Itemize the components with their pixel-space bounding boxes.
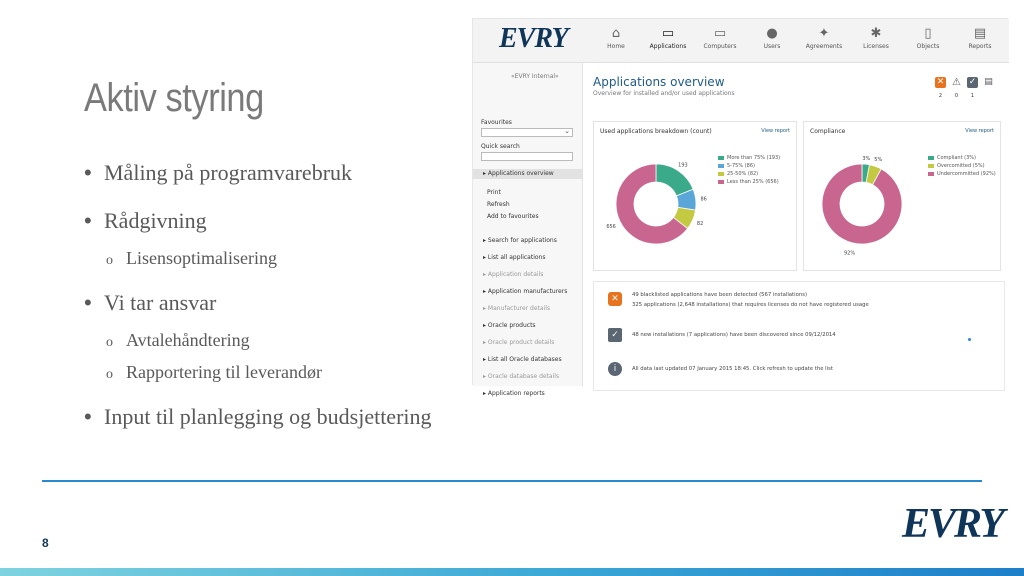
document-icon[interactable]: ▤ (984, 77, 993, 87)
computer-icon: ▭ (713, 26, 727, 41)
slice-label: 5% (874, 156, 883, 163)
notice-text[interactable]: All data last updated 07 January 2015 18:45. Click refresh to update the list (632, 366, 833, 372)
sidebar-link-label: Manufacturer details (487, 305, 551, 312)
print-link[interactable]: Print (487, 189, 501, 196)
usage-donut-chart (594, 122, 798, 272)
nav-item-licenses[interactable] (851, 25, 901, 50)
page-number: 8 (42, 536, 49, 550)
sidebar-link[interactable] (483, 271, 543, 278)
legend-entry (928, 170, 996, 178)
sidebar-link[interactable] (483, 237, 557, 244)
app-sidebar (473, 63, 583, 397)
sidebar-link-label: List all Oracle databases (487, 356, 562, 363)
sub-bullet-text: Lisensoptimalisering (126, 248, 277, 268)
notice-text[interactable]: 49 blacklisted applications have been detected (567 installations) (632, 292, 808, 298)
view-report-link[interactable]: View report (965, 128, 994, 134)
chevron-right-icon: ▸ (483, 254, 488, 261)
slice-label: 656 (606, 224, 616, 231)
favourites-select[interactable] (481, 128, 573, 137)
bullet-item: • Rådgivning (84, 208, 207, 233)
page-title: Applications overview (593, 75, 725, 89)
sub-bullet-text: Rapportering til leverandør (126, 362, 322, 382)
sidebar-section-applications-overview[interactable]: ▸ Applications overview (473, 169, 583, 179)
bottom-gradient-bar (0, 568, 1024, 576)
nav-item-users[interactable] (747, 25, 797, 50)
quick-search-label: Quick search (481, 143, 520, 150)
chart-title: Compliance (810, 128, 846, 135)
compliance-donut-chart (804, 122, 1002, 272)
notice-text[interactable]: 325 applications (2,648 installations) that requires licenses do not have registered usage (632, 302, 869, 308)
view-report-link[interactable]: View report (761, 128, 790, 134)
license-icon: ✱ (870, 26, 882, 41)
sidebar-link-label: Application reports (487, 390, 545, 397)
sidebar-link[interactable] (483, 390, 545, 397)
legend-swatch (718, 180, 724, 184)
shield-alert-icon[interactable]: ✕ (936, 77, 945, 87)
slice-label: 193 (678, 162, 688, 169)
chart-legend (928, 154, 996, 178)
app-screenshot (472, 18, 1008, 397)
app-logo: EVRY (499, 23, 568, 54)
nav-item-agreements[interactable] (799, 25, 849, 50)
nav-item-computers[interactable] (695, 25, 745, 50)
legend-entry (718, 178, 780, 186)
warning-icon[interactable]: ⚠ (952, 77, 961, 88)
chevron-right-icon: ▸ (483, 373, 488, 380)
nav-item-label: Licenses (863, 43, 889, 50)
refresh-link[interactable]: Refresh (487, 201, 510, 208)
bullet-item: • Måling på programvarebruk (84, 160, 353, 185)
nav-item-objects[interactable] (903, 25, 953, 50)
chevron-down-icon: ⌄ (564, 127, 570, 135)
sidebar-link-label: Search for applications (487, 237, 557, 244)
bullet-text: Rådgivning (104, 208, 207, 233)
nav-item-label: Home (607, 43, 625, 50)
add-to-favourites-link[interactable]: Add to favourites (487, 213, 539, 220)
nav-item-label: Users (763, 43, 781, 50)
nav-item-label: Reports (968, 43, 992, 50)
nav-item-label: Objects (916, 43, 940, 50)
user-icon: ● (766, 26, 778, 41)
quick-search-input[interactable] (481, 152, 573, 161)
device-icon: ▯ (924, 26, 932, 41)
nav-item-label: Computers (703, 43, 737, 50)
alert-count: 1 (970, 93, 975, 99)
legend-swatch (718, 156, 724, 160)
sidebar-link-label: Oracle database details (487, 373, 560, 380)
nav-item-applications[interactable] (643, 25, 693, 50)
nav-item-reports[interactable] (955, 25, 1005, 50)
chevron-right-icon: ▸ (483, 390, 488, 397)
sidebar-link[interactable] (483, 322, 536, 329)
legend-label: More than 75% (193) (727, 155, 781, 161)
bullet-item: • Vi tar ansvar (84, 290, 217, 315)
legend-entry (718, 154, 780, 162)
chevron-right-icon: ▸ (483, 356, 488, 363)
sub-bullet-text: Avtalehåndtering (126, 330, 250, 350)
applications-icon: ▭ (661, 26, 675, 41)
usage-chart-panel (593, 121, 797, 271)
app-top-nav (473, 19, 1009, 63)
alert-count: 0 (954, 93, 959, 99)
sub-bullet-item: o Lisensoptimalisering (106, 248, 277, 268)
legend-label: Undercommitted (92%) (937, 171, 996, 177)
notice-text[interactable]: 48 new installations (7 applications) have been discovered since 09/12/2014 (632, 332, 836, 338)
check-icon[interactable]: ✓ (968, 77, 977, 87)
slice-label: 82 (696, 220, 704, 227)
sidebar-link-label: Oracle products (487, 322, 536, 329)
report-icon: ▤ (973, 26, 987, 41)
legend-label: 25-50% (82) (727, 171, 759, 177)
bullet-text: Måling på programvarebruk (104, 160, 353, 185)
legend-entry (718, 170, 780, 178)
evry-logo: EVRY (902, 501, 1003, 547)
sidebar-link[interactable] (483, 305, 550, 312)
slide-title: Aktiv styring (84, 76, 264, 120)
alert-count: 2 (938, 93, 943, 99)
chevron-right-icon: ▸ (483, 237, 488, 244)
chevron-right-icon: ▸ (483, 339, 488, 346)
legend-entry (718, 162, 780, 170)
notice-box (593, 281, 1005, 391)
sidebar-link[interactable] (483, 373, 559, 380)
info-icon: i (608, 362, 622, 376)
legend-swatch (718, 164, 724, 168)
bullet-text: Input til planlegging og budsjettering (104, 404, 432, 429)
donut-slice[interactable] (822, 164, 902, 244)
sidebar-link[interactable] (483, 254, 545, 261)
legend-label: 5-75% (86) (727, 163, 755, 169)
chevron-right-icon: ▸ (483, 322, 488, 329)
sidebar-link-label: List all applications (487, 254, 546, 261)
nav-item-label: Applications (649, 43, 687, 50)
chart-legend (718, 154, 780, 186)
slice-label: 3% (862, 156, 871, 163)
sidebar-link-label: Application manufacturers (487, 288, 568, 295)
legend-swatch (718, 172, 724, 176)
home-icon: ⌂ (611, 26, 621, 41)
chevron-right-icon: ▸ (483, 305, 488, 312)
page-subtitle: Overview for installed and/or used applications (593, 90, 735, 97)
legend-label: Overcomitted (5%) (937, 163, 985, 169)
chevron-right-icon: ▸ (483, 271, 488, 278)
favourites-label: Favourites (481, 119, 512, 126)
sidebar-link[interactable] (483, 356, 562, 363)
handshake-icon: ✦ (818, 26, 830, 41)
legend-entry (928, 154, 996, 162)
check-icon: ✓ (608, 328, 622, 342)
slice-label: 86 (700, 196, 707, 203)
sidebar-link[interactable] (483, 339, 554, 346)
sidebar-link[interactable] (483, 288, 567, 295)
legend-entry (928, 162, 996, 170)
nav-item-home[interactable] (591, 25, 641, 50)
legend-label: Compliant (3%) (937, 155, 976, 161)
app-main (583, 63, 1009, 386)
legend-swatch (928, 164, 934, 168)
shield-x-icon: ✕ (608, 292, 622, 306)
status-dot (968, 338, 971, 341)
bullet-item: • Input til planlegging og budsjettering (84, 404, 432, 429)
sidebar-link-label: Application details (487, 271, 544, 278)
legend-swatch (928, 156, 934, 160)
sub-bullet-item: o Rapportering til leverandør (106, 362, 322, 382)
footer-divider (42, 480, 982, 482)
sidebar-link-label: Oracle product details (487, 339, 555, 346)
slice-label: 92% (844, 250, 856, 257)
legend-label: Less than 25% (656) (727, 179, 779, 185)
legend-swatch (928, 172, 934, 176)
chevron-right-icon: ▸ (483, 288, 488, 295)
chart-title: Used applications breakdown (count) (600, 128, 712, 135)
bullet-text: Vi tar ansvar (104, 290, 217, 315)
sub-bullet-item: o Avtalehåndtering (106, 330, 250, 350)
sidebar-section-label: Applications overview (487, 170, 554, 177)
compliance-chart-panel (803, 121, 1001, 271)
sidebar-context[interactable]: «EVRY Internal» (511, 73, 559, 80)
nav-item-label: Agreements (805, 43, 843, 50)
